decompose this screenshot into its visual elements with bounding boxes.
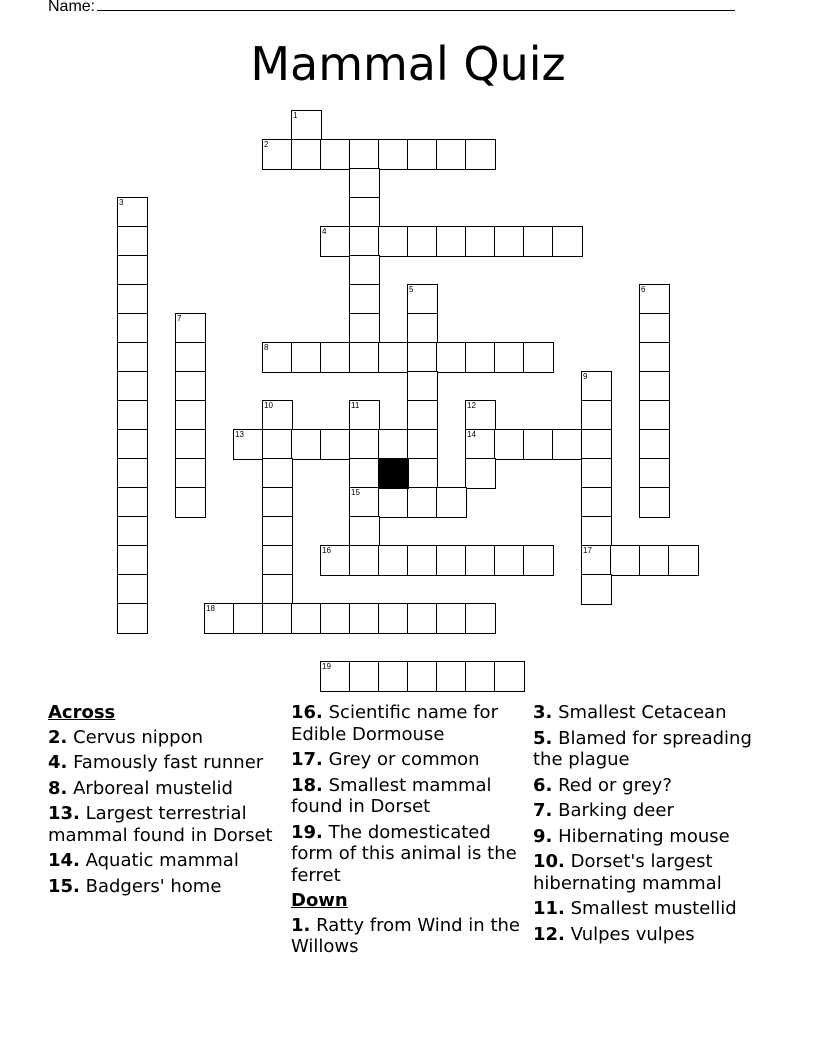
- clue-item-number: 14.: [48, 850, 80, 871]
- grid-cell[interactable]: [320, 429, 351, 460]
- grid-cell[interactable]: [494, 342, 525, 373]
- grid-cell[interactable]: [262, 574, 293, 605]
- grid-cell[interactable]: [523, 226, 554, 257]
- grid-cell[interactable]: [262, 139, 293, 170]
- clue-item-text: Smallest mustellid: [570, 898, 737, 919]
- name-field[interactable]: [48, 0, 735, 17]
- grid-cell[interactable]: [465, 661, 496, 692]
- clue-item-number: 18.: [291, 774, 323, 796]
- clue-item-number: 7.: [533, 800, 553, 821]
- grid-cell[interactable]: [407, 313, 438, 344]
- grid-cell[interactable]: [639, 545, 670, 576]
- grid-cell[interactable]: [465, 400, 496, 431]
- grid-cell[interactable]: [378, 139, 409, 170]
- clue-number: 3: [119, 198, 124, 207]
- clue-item-number: 10.: [533, 851, 565, 872]
- grid-cell[interactable]: [407, 458, 438, 489]
- clue-item: [533, 898, 773, 920]
- grid-cell[interactable]: [465, 226, 496, 257]
- grid-cell[interactable]: [349, 284, 380, 315]
- clue-item-text: Largest terrestrial mammal found in Dorset: [48, 803, 273, 846]
- clue-item-text: Arboreal mustelid: [73, 777, 233, 799]
- grid-cell[interactable]: [117, 197, 148, 228]
- grid-cell[interactable]: [581, 574, 612, 605]
- grid-cell[interactable]: [436, 226, 467, 257]
- clue-item-text: Dorset's largest hibernating mammal: [533, 851, 722, 894]
- clue-number: 5: [409, 285, 414, 294]
- clue-item-number: 4.: [48, 752, 68, 773]
- clue-item-text: Badgers' home: [85, 875, 222, 897]
- grid-cell[interactable]: [639, 371, 670, 402]
- clue-item-number: 17.: [291, 749, 323, 770]
- grid-cell[interactable]: [291, 429, 322, 460]
- grid-cell[interactable]: [494, 226, 525, 257]
- clue-item: [533, 851, 773, 894]
- grid-cell[interactable]: [436, 603, 467, 634]
- grid-cell[interactable]: [117, 400, 148, 431]
- grid-cell[interactable]: [291, 342, 322, 373]
- grid-cell[interactable]: [523, 545, 554, 576]
- grid-cell[interactable]: [320, 342, 351, 373]
- grid-cell[interactable]: [349, 400, 380, 431]
- grid-cell[interactable]: [349, 255, 380, 286]
- grid-cell[interactable]: [117, 545, 148, 576]
- clue-item-number: 11.: [533, 898, 565, 919]
- grid-cell[interactable]: [407, 603, 438, 634]
- grid-cell[interactable]: [407, 139, 438, 170]
- clue-item-number: 8.: [48, 777, 68, 799]
- clue-item-text: Ratty from Wind in the Willows: [291, 914, 520, 957]
- clue-item-number: 12.: [533, 923, 565, 945]
- clue-item-text: Barking deer: [558, 800, 674, 821]
- clue-item: [291, 749, 523, 771]
- grid-cell[interactable]: [349, 313, 380, 344]
- grid-cell[interactable]: [523, 342, 554, 373]
- grid-cell[interactable]: [117, 516, 148, 547]
- clue-number: 19: [322, 662, 331, 671]
- clue-item-text: Famously fast runner: [73, 752, 264, 773]
- grid-cell[interactable]: [320, 603, 351, 634]
- grid-cell[interactable]: [175, 429, 206, 460]
- grid-cell[interactable]: [436, 545, 467, 576]
- clue-item-number: 3.: [533, 702, 553, 723]
- clue-item-number: 15.: [48, 875, 80, 897]
- grid-cell[interactable]: [175, 487, 206, 518]
- grid-cell[interactable]: [262, 342, 293, 373]
- clue-number: 1: [293, 111, 298, 120]
- grid-cell[interactable]: [349, 168, 380, 199]
- clues-column-3: [533, 702, 773, 949]
- grid-cell[interactable]: [465, 458, 496, 489]
- grid-cell[interactable]: [117, 574, 148, 605]
- grid-cell[interactable]: [117, 284, 148, 315]
- grid-cell[interactable]: [465, 603, 496, 634]
- grid-cell[interactable]: [378, 545, 409, 576]
- clue-number: 7: [177, 314, 182, 323]
- grid-cell[interactable]: [262, 516, 293, 547]
- clue-number: 12: [467, 401, 476, 410]
- grid-cell[interactable]: [378, 661, 409, 692]
- grid-cell[interactable]: [349, 226, 380, 257]
- grid-cell[interactable]: [407, 487, 438, 518]
- grid-cell[interactable]: [523, 429, 554, 460]
- page-title: Mammal Quiz: [250, 37, 566, 91]
- grid-cell[interactable]: [349, 661, 380, 692]
- clue-item-text: Grey or common: [328, 749, 480, 770]
- clue-item: [291, 775, 523, 818]
- clue-item-number: 19.: [291, 821, 323, 843]
- grid-cell[interactable]: [117, 371, 148, 402]
- clue-item-number: 5.: [533, 727, 553, 749]
- grid-cell[interactable]: [436, 342, 467, 373]
- clue-number: 14: [467, 430, 476, 439]
- grid-cell[interactable]: [581, 371, 612, 402]
- grid-cell[interactable]: [117, 342, 148, 373]
- grid-cell[interactable]: [262, 458, 293, 489]
- clue-item-text: Cervus nippon: [73, 726, 203, 748]
- grid-cell[interactable]: [262, 400, 293, 431]
- grid-cell[interactable]: [407, 371, 438, 402]
- clue-item: [533, 775, 773, 797]
- grid-cell[interactable]: [581, 545, 612, 576]
- clue-item: [533, 924, 773, 946]
- grid-cell[interactable]: [465, 429, 496, 460]
- grid-cell[interactable]: [291, 139, 322, 170]
- clue-number: 17: [583, 546, 592, 555]
- grid-cell[interactable]: [349, 139, 380, 170]
- grid-cell[interactable]: [175, 371, 206, 402]
- grid-cell[interactable]: [436, 661, 467, 692]
- grid-cell[interactable]: [494, 429, 525, 460]
- clue-item: [48, 778, 280, 800]
- grid-cell[interactable]: [175, 313, 206, 344]
- clue-number: 9: [583, 372, 588, 381]
- clue-item-text: Scientific name for Edible Dormouse: [291, 702, 498, 745]
- grid-cell[interactable]: [117, 255, 148, 286]
- grid-cell[interactable]: [581, 400, 612, 431]
- clue-number: 4: [322, 227, 327, 236]
- grid-cell[interactable]: [639, 313, 670, 344]
- grid-cell[interactable]: [581, 429, 612, 460]
- clue-item-number: 6.: [533, 774, 553, 796]
- grid-cell[interactable]: [610, 545, 641, 576]
- name-label: Name:: [48, 0, 96, 15]
- grid-cell[interactable]: [349, 603, 380, 634]
- clue-item: [533, 702, 773, 724]
- clue-item: [533, 826, 773, 848]
- clue-item-number: 2.: [48, 726, 68, 748]
- clue-item: [291, 822, 523, 887]
- grid-cell[interactable]: [175, 342, 206, 373]
- grid-cell[interactable]: [291, 603, 322, 634]
- grid-cell[interactable]: [436, 487, 467, 518]
- grid-cell[interactable]: [320, 545, 351, 576]
- grid-cell[interactable]: [581, 487, 612, 518]
- clue-number: 11: [351, 401, 360, 410]
- grid-cell[interactable]: [639, 342, 670, 373]
- clue-item: [48, 876, 280, 898]
- grid-cell[interactable]: [291, 110, 322, 141]
- grid-cell[interactable]: [465, 342, 496, 373]
- clue-number: 13: [235, 430, 244, 439]
- black-square: [378, 458, 409, 489]
- grid-cell[interactable]: [378, 487, 409, 518]
- grid-cell[interactable]: [320, 661, 351, 692]
- clue-item-number: 16.: [291, 702, 323, 723]
- clue-heading-across: Across: [48, 702, 116, 723]
- grid-cell[interactable]: [349, 342, 380, 373]
- grid-cell[interactable]: [117, 603, 148, 634]
- grid-cell[interactable]: [581, 458, 612, 489]
- clue-number: 18: [206, 604, 215, 613]
- clue-heading-down: Down: [291, 890, 348, 911]
- grid-cell[interactable]: [349, 487, 380, 518]
- grid-cell[interactable]: [407, 400, 438, 431]
- grid-cell[interactable]: [117, 226, 148, 257]
- clue-item-text: Blamed for spreading the plague: [533, 727, 752, 770]
- clue-item: [533, 728, 773, 771]
- grid-cell[interactable]: [581, 516, 612, 547]
- grid-cell[interactable]: [117, 458, 148, 489]
- grid-cell[interactable]: [262, 603, 293, 634]
- clues-column-1: [48, 702, 280, 901]
- clue-item-text: Vulpes vulpes: [570, 923, 695, 945]
- clue-item-number: 9.: [533, 825, 553, 847]
- grid-cell[interactable]: [407, 661, 438, 692]
- clue-item: [48, 727, 280, 749]
- grid-cell[interactable]: [639, 400, 670, 431]
- grid-cell[interactable]: [320, 139, 351, 170]
- grid-cell[interactable]: [349, 429, 380, 460]
- clue-item-text: Hibernating mouse: [558, 825, 730, 847]
- clue-item-text: Smallest Cetacean: [558, 702, 727, 723]
- name-underline[interactable]: [97, 0, 735, 11]
- clue-item: [533, 800, 773, 822]
- grid-cell[interactable]: [639, 458, 670, 489]
- grid-cell[interactable]: [639, 284, 670, 315]
- clue-number: 6: [641, 285, 646, 294]
- clue-number: 2: [264, 140, 269, 149]
- grid-cell[interactable]: [407, 342, 438, 373]
- grid-cell[interactable]: [175, 458, 206, 489]
- grid-cell[interactable]: [262, 545, 293, 576]
- grid-cell[interactable]: [407, 545, 438, 576]
- grid-cell[interactable]: [494, 545, 525, 576]
- grid-cell[interactable]: [436, 139, 467, 170]
- grid-cell[interactable]: [117, 487, 148, 518]
- clue-item-text: The domesticated form of this animal is the ferret: [291, 821, 517, 886]
- grid-cell[interactable]: [407, 226, 438, 257]
- grid-cell[interactable]: [378, 342, 409, 373]
- grid-cell[interactable]: [639, 429, 670, 460]
- clue-number: 15: [351, 488, 360, 497]
- clues-column-2: [291, 702, 523, 962]
- clue-item-text: Aquatic mammal: [85, 850, 239, 871]
- grid-cell[interactable]: [175, 400, 206, 431]
- grid-cell[interactable]: [349, 197, 380, 228]
- grid-cell[interactable]: [465, 139, 496, 170]
- grid-cell[interactable]: [262, 429, 293, 460]
- grid-cell[interactable]: [407, 284, 438, 315]
- clue-number: 10: [264, 401, 273, 410]
- grid-cell[interactable]: [349, 545, 380, 576]
- clue-item: [48, 850, 280, 872]
- clue-number: 8: [264, 343, 269, 352]
- clue-item-number: 13.: [48, 803, 80, 824]
- grid-cell[interactable]: [349, 516, 380, 547]
- clue-item-number: 1.: [291, 914, 311, 936]
- clue-item: [48, 752, 280, 774]
- clue-item: [291, 702, 523, 745]
- grid-cell[interactable]: [320, 226, 351, 257]
- grid-cell[interactable]: [668, 545, 699, 576]
- grid-cell[interactable]: [204, 603, 235, 634]
- grid-cell[interactable]: [378, 226, 409, 257]
- clue-item-text: Smallest mammal found in Dorset: [291, 774, 492, 817]
- grid-cell[interactable]: [233, 429, 264, 460]
- grid-cell[interactable]: [552, 429, 583, 460]
- grid-cell[interactable]: [378, 603, 409, 634]
- grid-cell[interactable]: [233, 603, 264, 634]
- grid-cell[interactable]: [262, 487, 293, 518]
- grid-cell[interactable]: [494, 661, 525, 692]
- clue-item-text: Red or grey?: [558, 774, 672, 796]
- grid-cell[interactable]: [552, 226, 583, 257]
- grid-cell[interactable]: [117, 429, 148, 460]
- grid-cell[interactable]: [465, 545, 496, 576]
- clue-item: [48, 803, 280, 846]
- clue-number: 16: [322, 546, 331, 555]
- grid-cell[interactable]: [349, 458, 380, 489]
- clue-item: [291, 915, 523, 958]
- grid-cell[interactable]: [117, 313, 148, 344]
- grid-cell[interactable]: [407, 429, 438, 460]
- grid-cell[interactable]: [378, 429, 409, 460]
- grid-cell[interactable]: [639, 487, 670, 518]
